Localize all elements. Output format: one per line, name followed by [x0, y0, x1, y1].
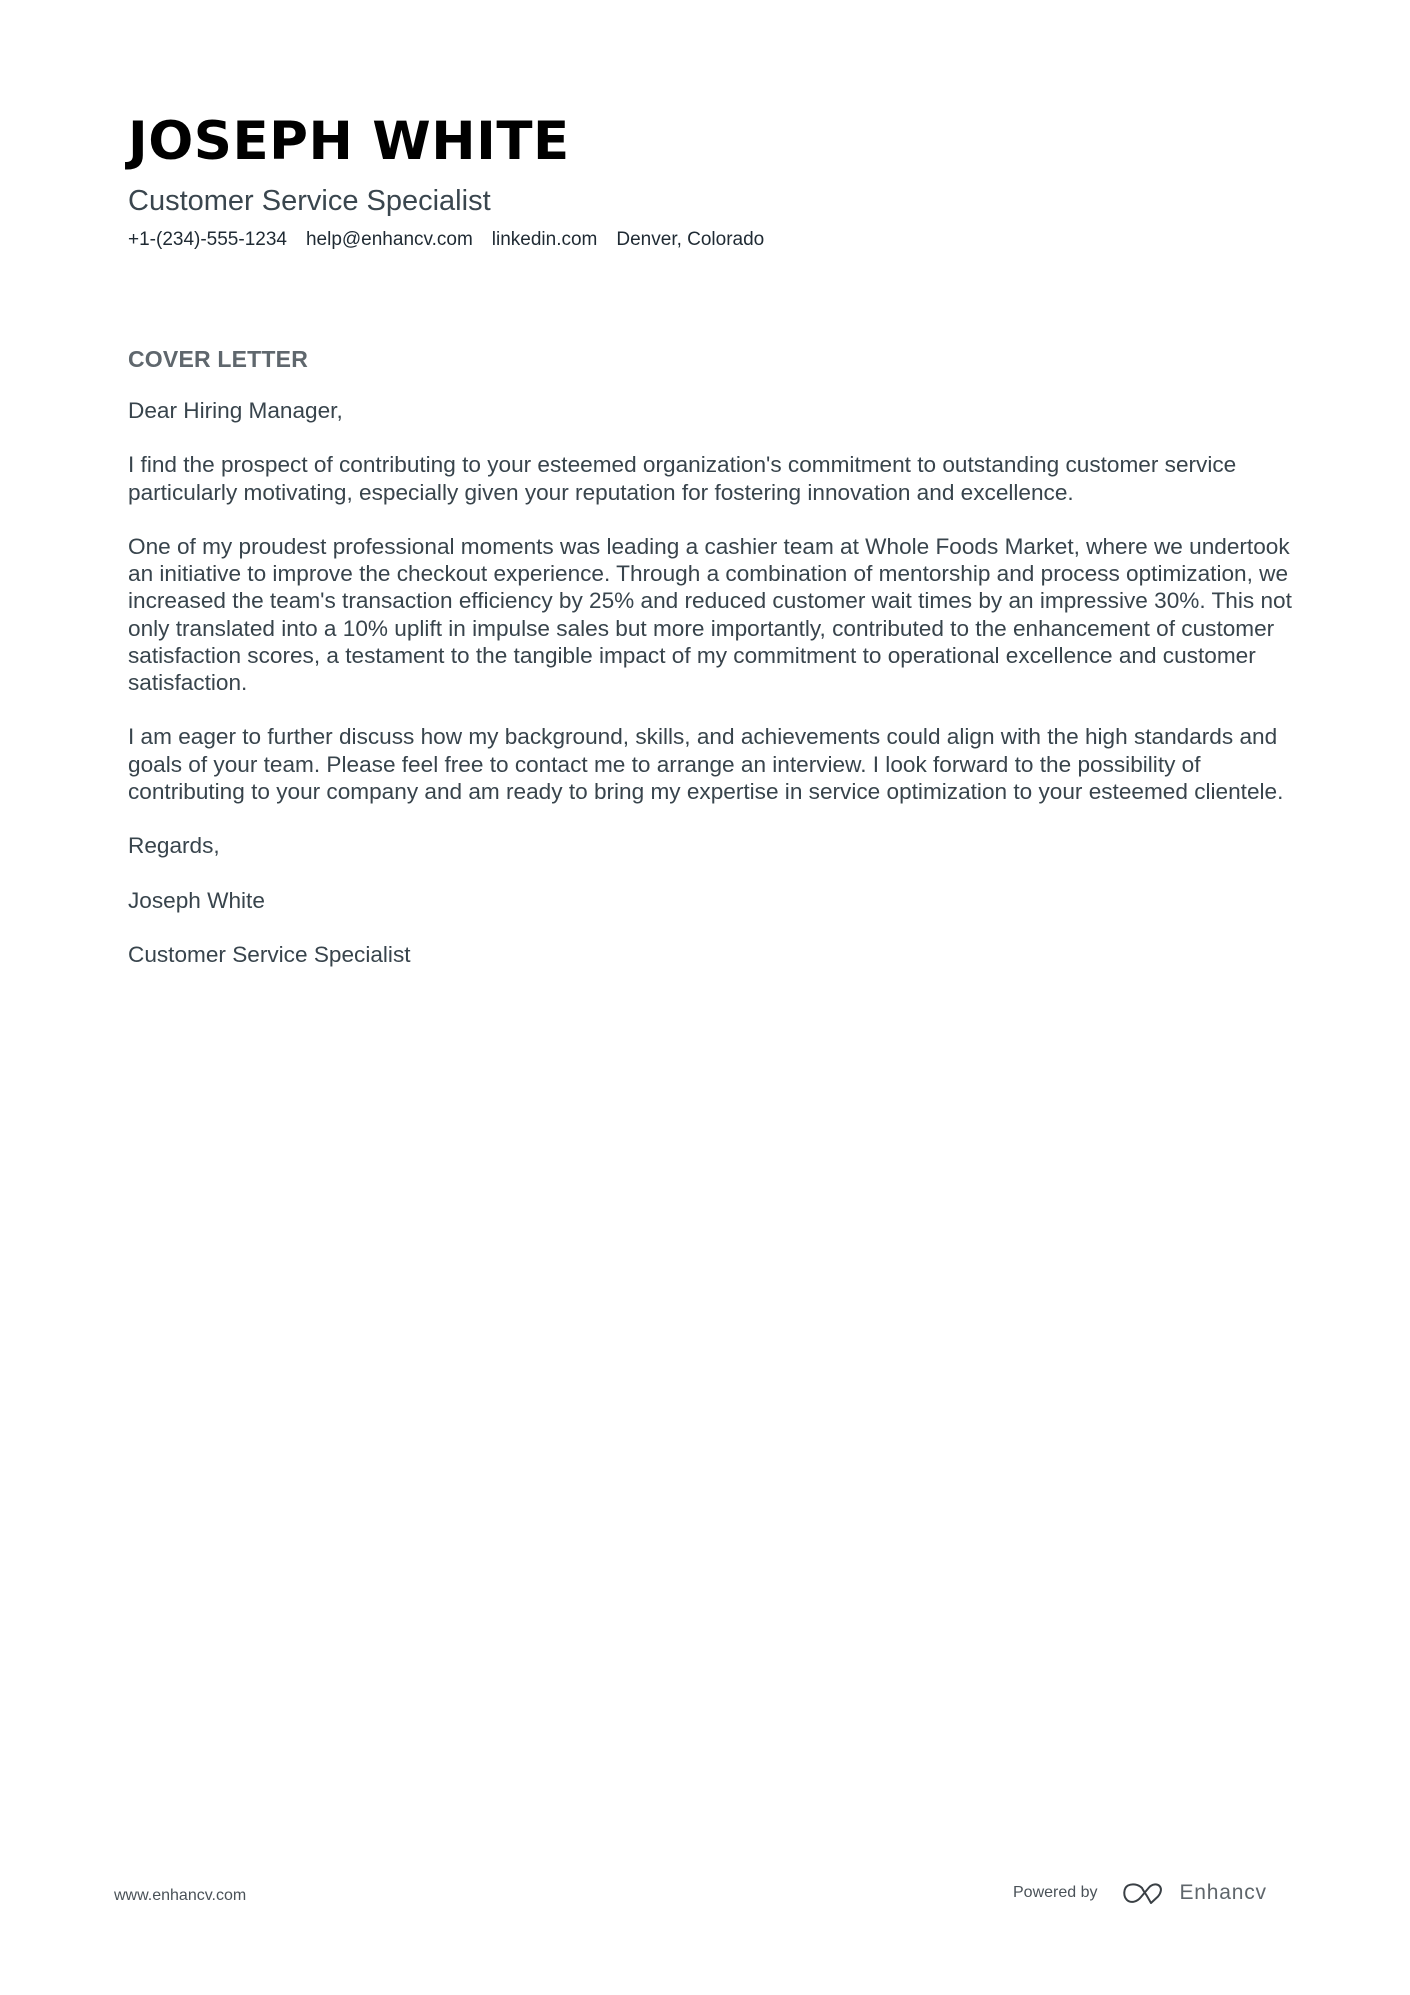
- closing: Regards,: [128, 833, 220, 859]
- letter-body: [128, 345, 1300, 995]
- enhancv-wordmark: Enhancv: [1179, 1881, 1267, 1904]
- footer-website-link[interactable]: www.enhancv.com: [114, 1887, 247, 1904]
- signature-name: Joseph White: [128, 887, 265, 913]
- header: [128, 110, 1298, 252]
- contact-linkedin[interactable]: linkedin.com: [491, 229, 598, 250]
- contact-phone[interactable]: +1-(234)-555-1234: [128, 229, 287, 250]
- powered-by-enhancv[interactable]: [1013, 1880, 1267, 1906]
- applicant-name: JOSEPH WHITE: [128, 111, 570, 172]
- contact-location: Denver, Colorado: [616, 229, 765, 250]
- paragraph-1: I find the prospect of contributing to your esteemed organization's commitment to outstanding customer service particularly motivating, especially given your reputation for fostering innovation and excellence.: [128, 452, 1237, 505]
- salutation: Dear Hiring Manager,: [128, 398, 343, 423]
- signature-title: Customer Service Specialist: [128, 941, 411, 967]
- paragraph-3: I am eager to further discuss how my background, skills, and achievements could align with the high standards and goals of your team. Please feel free to contact me to arrange an interview. I look forward to the possibility of contributing to your company and am ready to bring my expertise in service optimization to your esteemed clientele.: [128, 724, 1284, 804]
- paragraph-2: One of my proudest professional moments was leading a cashier team at Whole Foods Market, where we undertook an initiative to improve the checkout experience. Through a combination of mentorship and process optimization, we increased the team's transaction efficiency by 25% and reduced customer wait times by an impressive 30%. This not only translated into a 10% uplift in impulse sales but more importantly, contributed to the enhancement of customer satisfaction scores, a testament to the tangible impact of my commitment to operational excellence and customer satisfaction.: [128, 533, 1292, 695]
- applicant-title: Customer Service Specialist: [128, 185, 491, 217]
- enhancv-logo-icon: [1122, 1882, 1168, 1904]
- contact-email[interactable]: help@enhancv.com: [305, 229, 473, 250]
- powered-by-label: Powered by: [1013, 1884, 1098, 1901]
- section-title: COVER LETTER: [128, 346, 309, 372]
- contact-info: [128, 228, 1298, 252]
